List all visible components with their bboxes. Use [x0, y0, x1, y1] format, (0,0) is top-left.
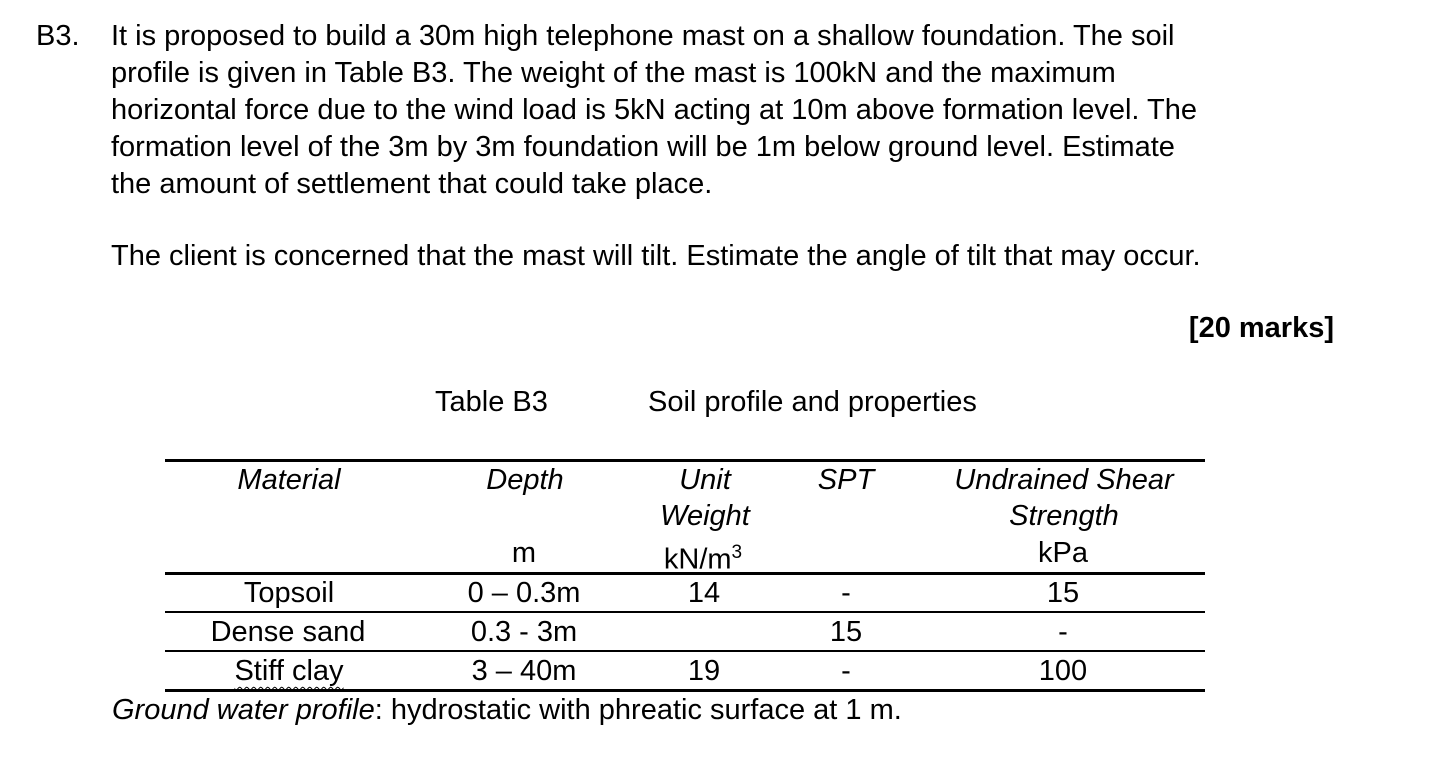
stiff-clay-text: Stiff clay	[234, 655, 344, 687]
row-dense-sand-material: Dense sand	[210, 616, 366, 648]
row-dense-sand-depth: 0.3 - 3m	[470, 616, 578, 648]
groundwater-note	[112, 694, 902, 727]
groundwater-label: Ground water profile	[112, 694, 375, 726]
row-dense-sand-spt: 15	[829, 616, 863, 648]
table-bottom-rule	[165, 689, 1205, 692]
marks-label: [20 marks]	[1188, 312, 1334, 344]
row-stiff-clay-shear: 100	[1038, 655, 1088, 687]
header-unit-weight-line1: Unit	[679, 464, 731, 496]
question-line: profile is given in Table B3. The weight of the mast is 100kN and the maximum	[111, 57, 1116, 89]
question-number: B3.	[36, 20, 80, 52]
unit-weight-unit-text: kN/m	[663, 543, 732, 576]
table-label: Table B3	[435, 386, 548, 418]
row-dense-sand-shear: -	[1058, 616, 1068, 648]
row-topsoil-spt: -	[841, 577, 851, 609]
header-spt: SPT	[817, 464, 875, 496]
question-second-paragraph: The client is concerned that the mast will tilt. Estimate the angle of tilt that may occur.	[111, 240, 1201, 272]
question-line: horizontal force due to the wind load is 5kN acting at 10m above formation level. The	[111, 94, 1197, 126]
question-line: the amount of settlement that could take place.	[111, 168, 713, 200]
row-topsoil-depth: 0 – 0.3m	[467, 577, 581, 609]
question-line: formation level of the 3m by 3m foundation will be 1m below ground level. Estimate	[111, 131, 1175, 163]
header-material: Material	[237, 464, 341, 496]
unit-weight-unit-sup: 3	[731, 542, 743, 563]
row-stiff-clay-spt: -	[841, 655, 851, 687]
row-stiff-clay-depth: 3 – 40m	[471, 655, 577, 687]
header-depth-unit: m	[511, 537, 537, 569]
table-row-rule	[165, 650, 1205, 652]
header-shear-line2: Strength	[1009, 500, 1119, 532]
header-unit-weight-line2: Weight	[660, 500, 750, 532]
row-topsoil-shear: 15	[1046, 577, 1080, 609]
row-stiff-clay-unit-weight: 19	[687, 655, 721, 687]
table-title: Soil profile and properties	[648, 386, 977, 418]
row-stiff-clay-material	[234, 653, 343, 689]
table-row-rule	[165, 611, 1205, 613]
header-shear-strength	[954, 462, 1173, 534]
header-shear-unit: kPa	[1038, 537, 1088, 569]
header-unit-weight	[660, 462, 750, 534]
header-shear-line1: Undrained Shear	[954, 464, 1174, 496]
question-paragraph	[111, 18, 1341, 203]
question-line: It is proposed to build a 30m high telephone mast on a shallow foundation. The soil	[111, 20, 1175, 52]
groundwater-text: : hydrostatic with phreatic surface at 1 m.	[374, 694, 902, 726]
row-topsoil-material: Topsoil	[243, 577, 335, 609]
header-unit-weight-unit	[664, 535, 742, 578]
header-depth: Depth	[486, 464, 564, 496]
row-topsoil-unit-weight: 14	[687, 577, 721, 609]
